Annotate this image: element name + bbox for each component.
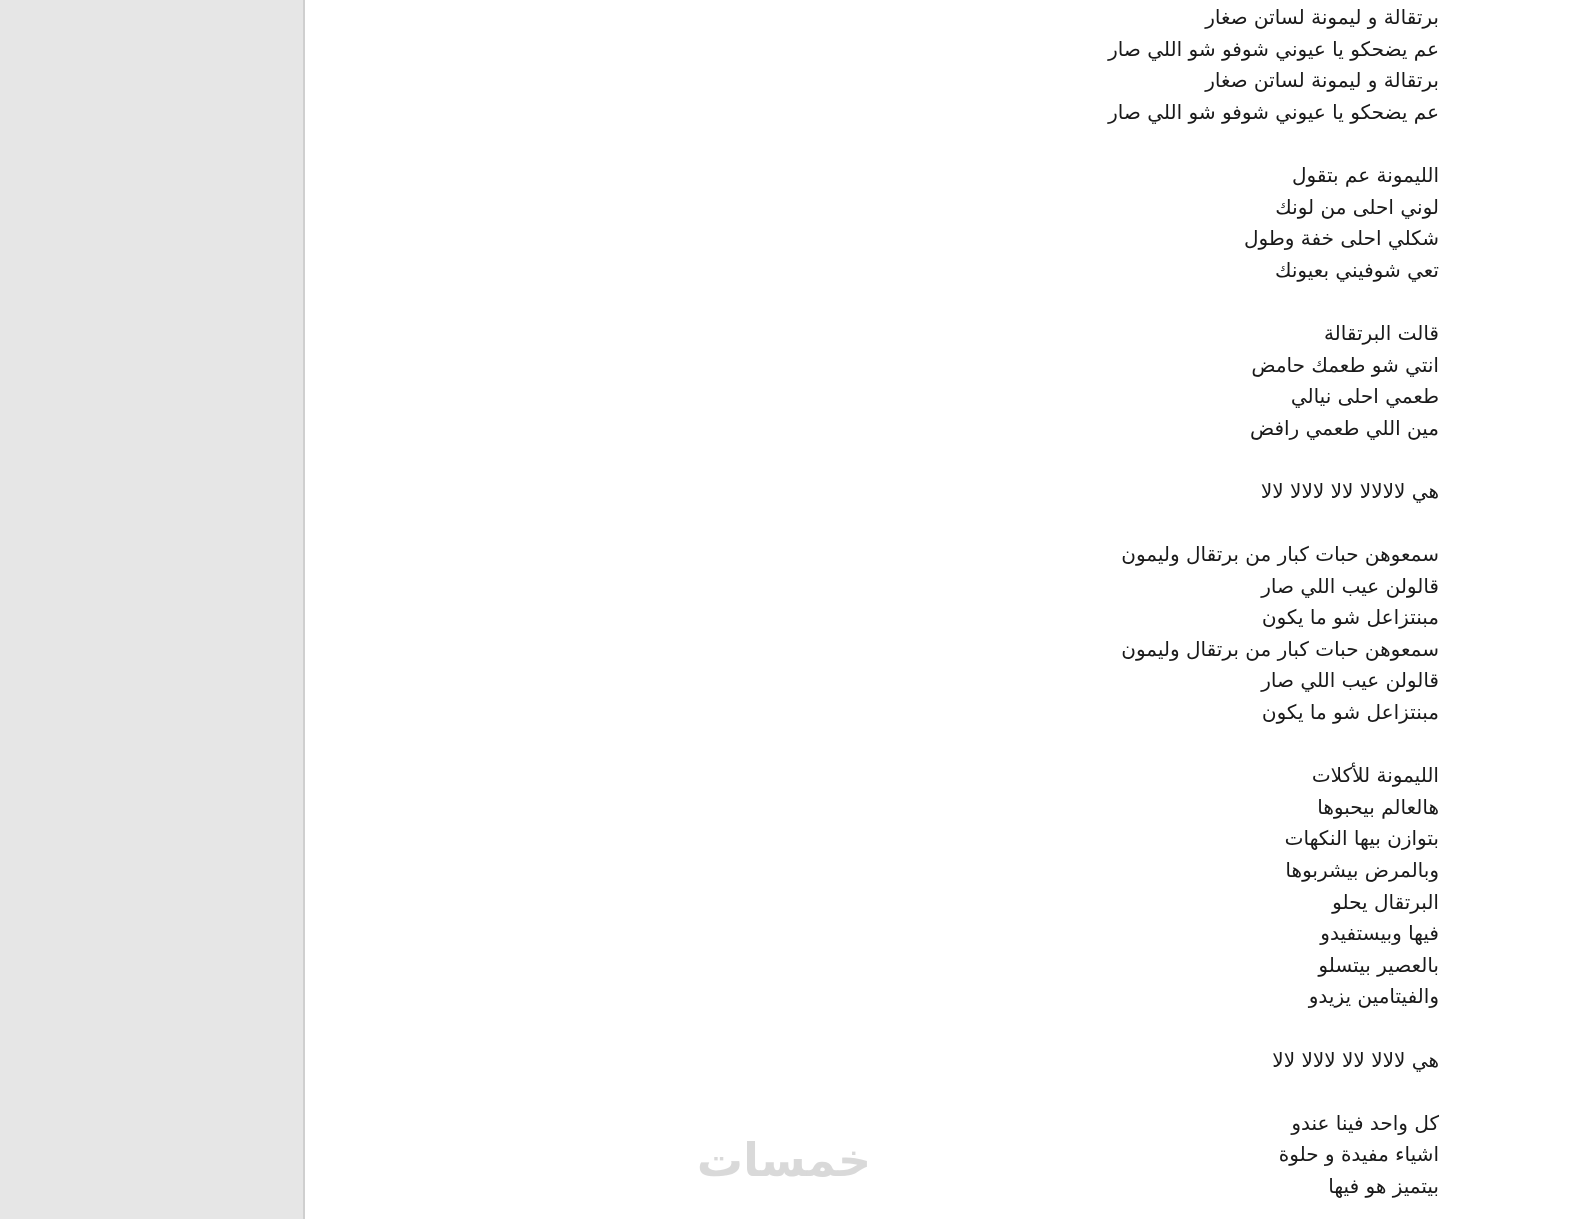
lyric-line: بالعصير بيتسلو bbox=[1318, 952, 1439, 977]
lyric-line: انتي شو طعمك حامض bbox=[1251, 352, 1439, 377]
lyric-line: فيها وبيستفيدو bbox=[1320, 921, 1439, 946]
lyric-line: قالولن عيب اللي صار bbox=[1261, 668, 1439, 693]
stanza bbox=[739, 2, 1439, 128]
document-page[interactable] bbox=[305, 0, 1587, 1219]
lyric-line: عم يضحكو يا عيوني شوفو شو اللي صار bbox=[1108, 99, 1439, 124]
lyric-line: بيتميز هو فيها bbox=[1328, 1173, 1439, 1198]
stanza bbox=[739, 318, 1439, 444]
lyric-line: هي لالالا لالا لالالا لالا bbox=[1272, 1047, 1439, 1072]
stanza bbox=[739, 760, 1439, 1013]
stanza bbox=[739, 160, 1439, 286]
watermark-text: خمسات bbox=[696, 1133, 872, 1187]
stanza bbox=[739, 539, 1439, 729]
lyric-line: اشياء مفيدة و حلوة bbox=[1278, 1142, 1439, 1167]
lyric-line: عم يضحكو يا عيوني شوفو شو اللي صار bbox=[1108, 36, 1439, 61]
lyric-line: البرتقال يحلو bbox=[1332, 889, 1439, 914]
lyric-line: كل واحد فينا عندو bbox=[1291, 1110, 1439, 1135]
lyric-line: سمعوهن حبات كبار من برتقال وليمون bbox=[1121, 542, 1439, 567]
lyric-line: بتوازن بيها النكهات bbox=[1284, 826, 1439, 851]
lyric-line: والفيتامين يزيدو bbox=[1308, 984, 1439, 1009]
lyric-line: تعي شوفيني بعيونك bbox=[1275, 257, 1439, 282]
lyric-line: طعمي احلى نيالي bbox=[1290, 384, 1439, 409]
lyrics-body bbox=[739, 2, 1439, 1219]
lyric-line: شكلي احلى خفة وطول bbox=[1243, 226, 1439, 251]
left-gutter bbox=[0, 0, 303, 1219]
lyric-line: لوني احلى من لونك bbox=[1275, 194, 1439, 219]
lyric-line: هي لالالالا لالا لالالا لالا bbox=[1260, 478, 1439, 503]
lyric-line: مبنتزاعل شو ما يكون bbox=[1261, 700, 1439, 725]
stanza bbox=[739, 1045, 1439, 1077]
lyric-line: قالت البرتقالة bbox=[1323, 320, 1439, 345]
watermark-logo bbox=[688, 1132, 880, 1188]
lyric-line: وبالمرض بيشربوها bbox=[1285, 858, 1439, 883]
stanza bbox=[739, 476, 1439, 508]
lyric-line: هالعالم بيحبوها bbox=[1317, 794, 1439, 819]
lyric-line: برتقالة و ليمونة لساتن صغار bbox=[1205, 68, 1439, 93]
lyric-line: مبنتزاعل شو ما يكون bbox=[1261, 605, 1439, 630]
lyric-line: قالولن عيب اللي صار bbox=[1261, 573, 1439, 598]
lyric-line: مين اللي طعمي رافض bbox=[1249, 415, 1439, 440]
lyric-line: الليمونة عم بتقول bbox=[1291, 162, 1439, 187]
lyric-line: الليمونة للأكلات bbox=[1311, 763, 1439, 788]
lyric-line: سمعوهن حبات كبار من برتقال وليمون bbox=[1121, 636, 1439, 661]
lyric-line: برتقالة و ليمونة لساتن صغار bbox=[1205, 5, 1439, 29]
